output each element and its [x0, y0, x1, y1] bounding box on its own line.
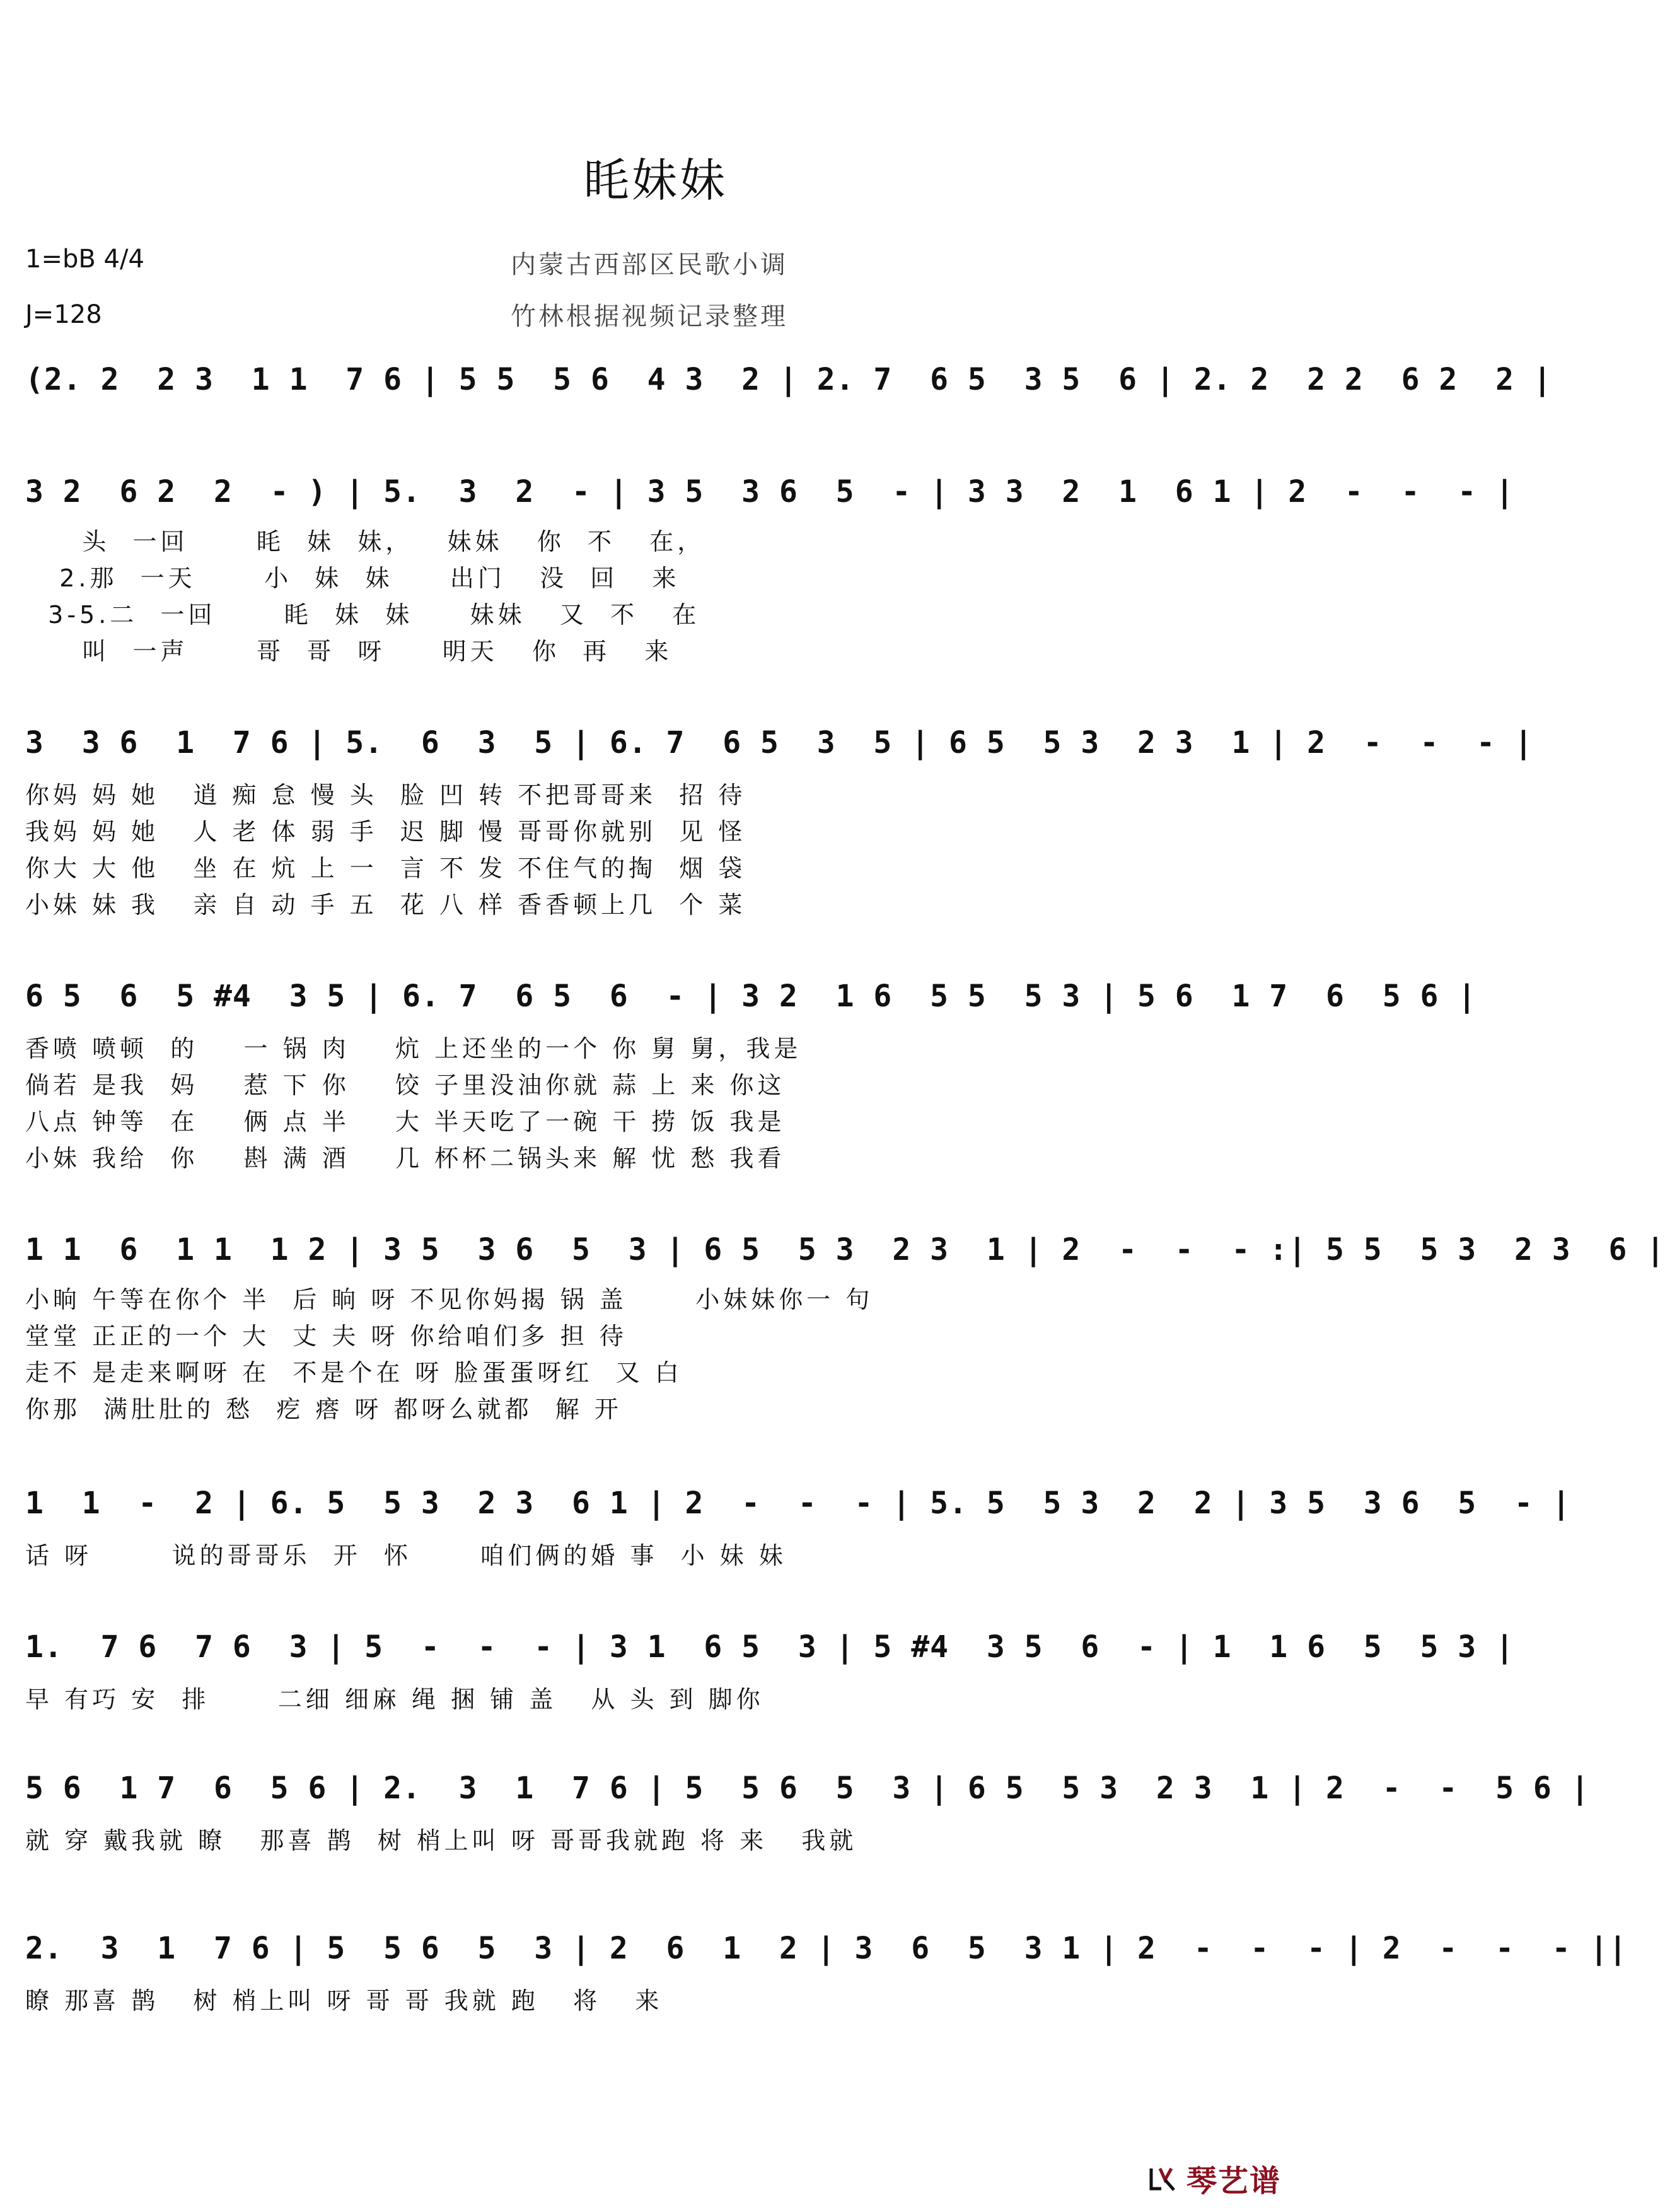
- qinyipu-logo: [1146, 2157, 1281, 2200]
- system-2-lyric-3: 3-5.二 一回 眊 妹 妹 妹妹 又 不 在: [25, 601, 700, 629]
- system-5-notes: 1 1 6 1 1 1 2 | 3 5 3 6 5 3 | 6 5 5 3 2 3 1 | 2 - - - :| 5 5 5 3 2 3 6 |: [25, 1232, 1665, 1267]
- system-4-lyric-4: 小妹 我给 你 斟 满 酒 几 杯杯二锅头来 解 忧 愁 我看: [25, 1144, 786, 1172]
- system-8-lyric-1: 就 穿 戴我就 瞭 那喜 鹊 树 梢上叫 呀 哥哥我就跑 将 来 我就: [25, 1827, 857, 1854]
- system-3-lyric-1: 你妈 妈 她 逍 痴 怠 慢 头 脸 凹 转 不把哥哥来 招 待: [25, 781, 746, 809]
- system-9-notes: 2. 3 1 7 6 | 5 5 6 5 3 | 2 6 1 2 | 3 6 5 3 1 | 2 - - - | 2 - - - ||: [25, 1931, 1628, 1966]
- subtitle-transcriber: 竹林根据视频记录整理: [511, 302, 788, 331]
- logo-text: 琴艺谱: [1186, 2163, 1281, 2199]
- system-3-lyric-2: 我妈 妈 她 人 老 体 弱 手 迟 脚 慢 哥哥你就别 见 怪: [25, 818, 746, 846]
- system-1-notes: (2. 2 2 3 1 1 7 6 | 5 5 5 6 4 3 2 | 2. 7 6 5 3 5 6 | 2. 2 2 2 6 2 2 |: [25, 362, 1552, 397]
- system-2-lyric-4: 叫 一声 哥 哥 呀 明天 你 再 来: [25, 637, 673, 665]
- system-4-lyric-1: 香喷 喷顿 的 一 锅 肉 炕 上还坐的一个 你 舅 舅，我是: [25, 1035, 802, 1062]
- system-7-lyric-1: 早 有巧 安 排 二细 细麻 绳 捆 铺 盖 从 头 到 脚你: [25, 1685, 764, 1713]
- system-4-lyric-2: 倘若 是我 妈 惹 下 你 饺 子里没油你就 蒜 上 来 你这: [25, 1071, 786, 1099]
- system-4-notes: 6 5 6 5 #4 3 5 | 6. 7 6 5 6 - | 3 2 1 6 5 5 5 3 | 5 6 1 7 6 5 6 |: [25, 979, 1477, 1014]
- system-5-lyric-2: 堂堂 正正的一个 大 丈 夫 呀 你给咱们多 担 待: [25, 1322, 627, 1350]
- qinyipu-logo-icon: [1146, 2161, 1181, 2196]
- system-5-lyric-1: 小晌 午等在你个 半 后 晌 呀 不见你妈揭 锅 盖 小妹妹你一 句: [25, 1286, 874, 1313]
- system-2-lyric-2: 2.那 一天 小 妹 妹 出门 没 回 来: [25, 564, 680, 592]
- song-title: 眊妹妹: [583, 154, 728, 207]
- system-3-lyric-4: 小妹 妹 我 亲 自 动 手 五 花 八 样 香香顿上几 个 菜: [25, 891, 746, 919]
- tempo-marking: J=128: [25, 300, 102, 329]
- system-4-lyric-3: 八点 钟等 在 俩 点 半 大 半天吃了一碗 干 捞 饭 我是: [25, 1108, 786, 1136]
- system-3-notes: 3 3 6 1 7 6 | 5. 6 3 5 | 6. 7 6 5 3 5 | 6 5 5 3 2 3 1 | 2 - - - |: [25, 725, 1533, 760]
- system-5-lyric-3: 走不 是走来啊呀 在 不是个在 呀 脸蛋蛋呀红 又 白: [25, 1359, 683, 1387]
- system-9-lyric-1: 瞭 那喜 鹊 树 梢上叫 呀 哥 哥 我就 跑 将 来: [25, 1987, 663, 2015]
- system-3-lyric-3: 你大 大 他 坐 在 炕 上 一 言 不 发 不住气的掏 烟 袋: [25, 854, 746, 882]
- system-6-notes: 1 1 - 2 | 6. 5 5 3 2 3 6 1 | 2 - - - | 5. 5 5 3 2 2 | 3 5 3 6 5 - |: [25, 1486, 1571, 1521]
- system-2-lyric-1: 头 一回 眊 妹 妹， 妹妹 你 不 在，: [25, 528, 705, 556]
- system-6-lyric-1: 话 呀 说的哥哥乐 开 怀 咱们俩的婚 事 小 妹 妹: [25, 1542, 787, 1569]
- system-7-notes: 1. 7 6 7 6 3 | 5 - - - | 3 1 6 5 3 | 5 #4 3 5 6 - | 1 1 6 5 5 3 |: [25, 1629, 1514, 1665]
- system-5-lyric-4: 你那 满肚肚的 愁 疙 瘩 呀 都呀么就都 解 开: [25, 1395, 622, 1423]
- subtitle-origin: 内蒙古西部区民歌小调: [511, 250, 788, 279]
- system-2-notes: 3 2 6 2 2 - ) | 5. 3 2 - | 3 5 3 6 5 - | 3 3 2 1 6 1 | 2 - - - |: [25, 474, 1514, 509]
- system-8-notes: 5 6 1 7 6 5 6 | 2. 3 1 7 6 | 5 5 6 5 3 | 6 5 5 3 2 3 1 | 2 - - 5 6 |: [25, 1771, 1590, 1806]
- key-signature: 1=bB 4/4: [25, 245, 144, 274]
